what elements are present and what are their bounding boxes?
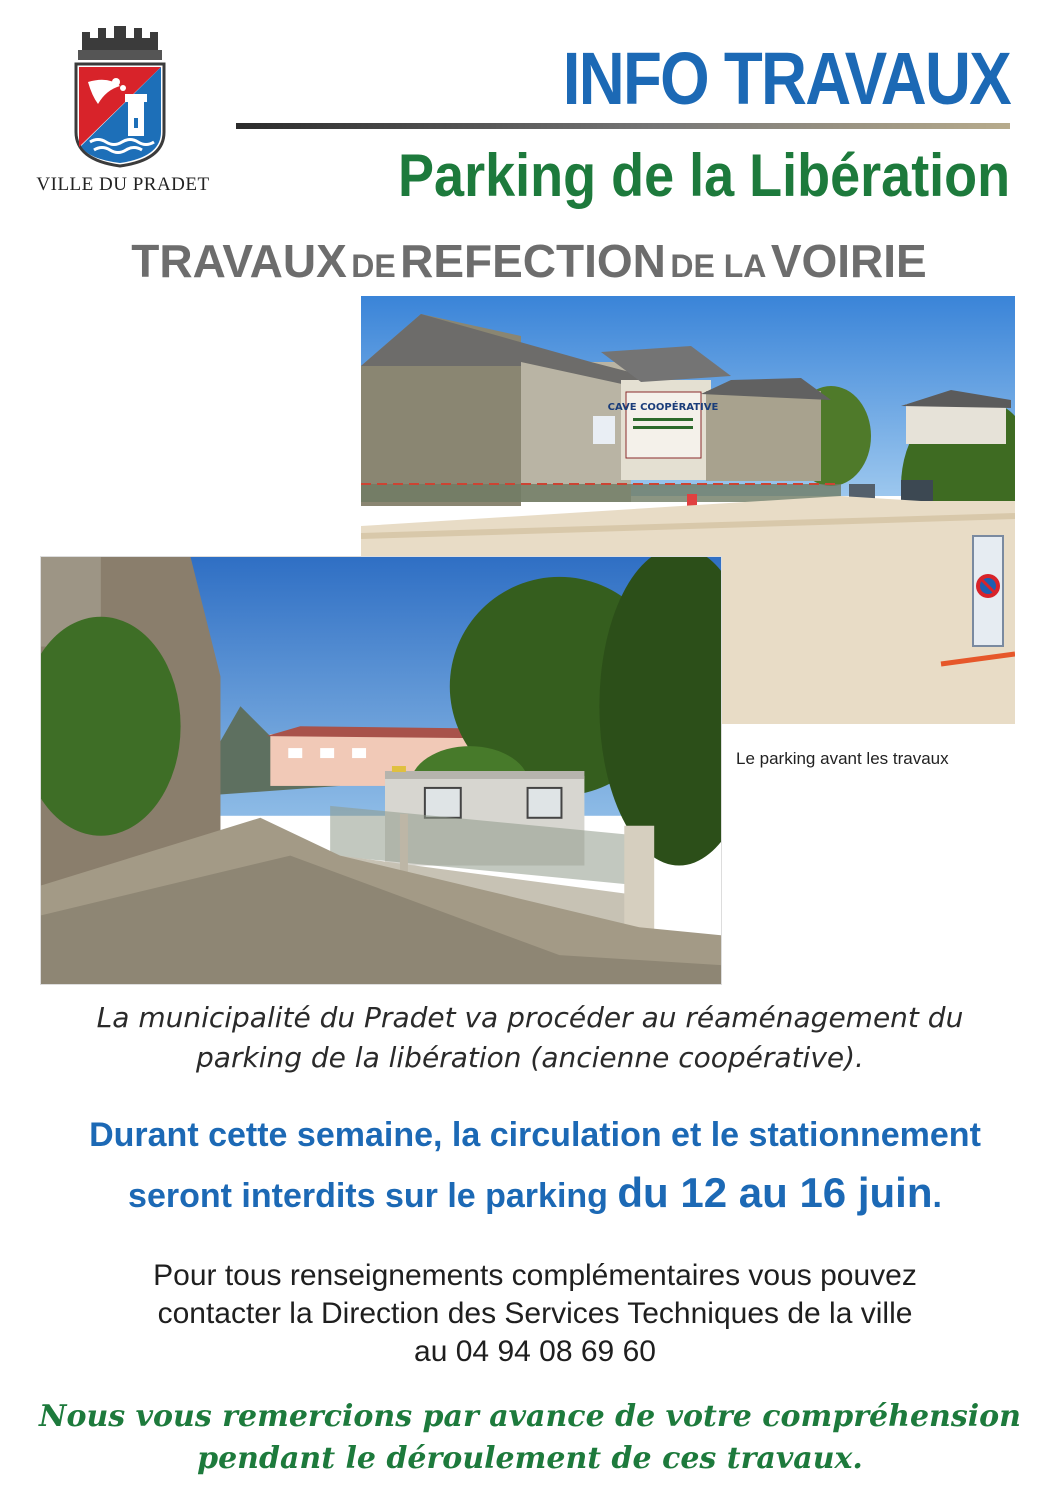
notice-prefix: seront interdits sur le parking <box>128 1177 608 1215</box>
tagline-word: VOIRIE <box>770 235 927 287</box>
photo-parking-site <box>40 556 722 985</box>
contact-line: contacter la Direction des Services Techniques de la ville <box>157 1297 913 1330</box>
tagline-link: DE <box>351 248 396 284</box>
page-subtitle: Parking de la Libération <box>397 142 1010 209</box>
tagline-link: DE LA <box>670 248 767 284</box>
notice-suffix: . <box>932 1177 942 1215</box>
intro-line: parking de la libération (ancienne coopérative). <box>196 1041 864 1074</box>
traffic-notice <box>40 1106 1030 1225</box>
notice-line: Durant cette semaine, la circulation et le stationnement <box>89 1116 981 1154</box>
tagline-word: REFECTION <box>400 235 666 287</box>
thanks-line: Nous vous remercions par avance de votre compréhension <box>39 1399 1021 1434</box>
contact-info <box>40 1257 1030 1371</box>
tagline-word: TRAVAUX <box>131 235 347 287</box>
header-divider <box>236 123 1010 129</box>
intro-text <box>60 998 1000 1078</box>
thanks-message <box>30 1396 1030 1480</box>
contact-line: Pour tous renseignements complémentaires vous pouvez <box>153 1259 917 1292</box>
before-sign-text: CAVE COOPÉRATIVE <box>607 402 719 413</box>
page-title: INFO TRAVAUX <box>562 37 1010 120</box>
notice-date: du 12 au 16 juin <box>617 1169 933 1216</box>
notice-line <box>40 1164 1030 1225</box>
works-tagline <box>0 232 1058 302</box>
logo-caption: VILLE DU PRADET <box>36 174 210 195</box>
contact-phone: au 04 94 08 69 60 <box>414 1335 656 1368</box>
thanks-line: pendant le déroulement de ces travaux. <box>197 1441 863 1476</box>
coat-of-arms-icon <box>68 22 172 168</box>
intro-line: La municipalité du Pradet va procéder au réaménagement du <box>96 1001 964 1034</box>
photo-caption: Le parking avant les travaux <box>736 749 949 768</box>
city-logo <box>28 22 218 202</box>
